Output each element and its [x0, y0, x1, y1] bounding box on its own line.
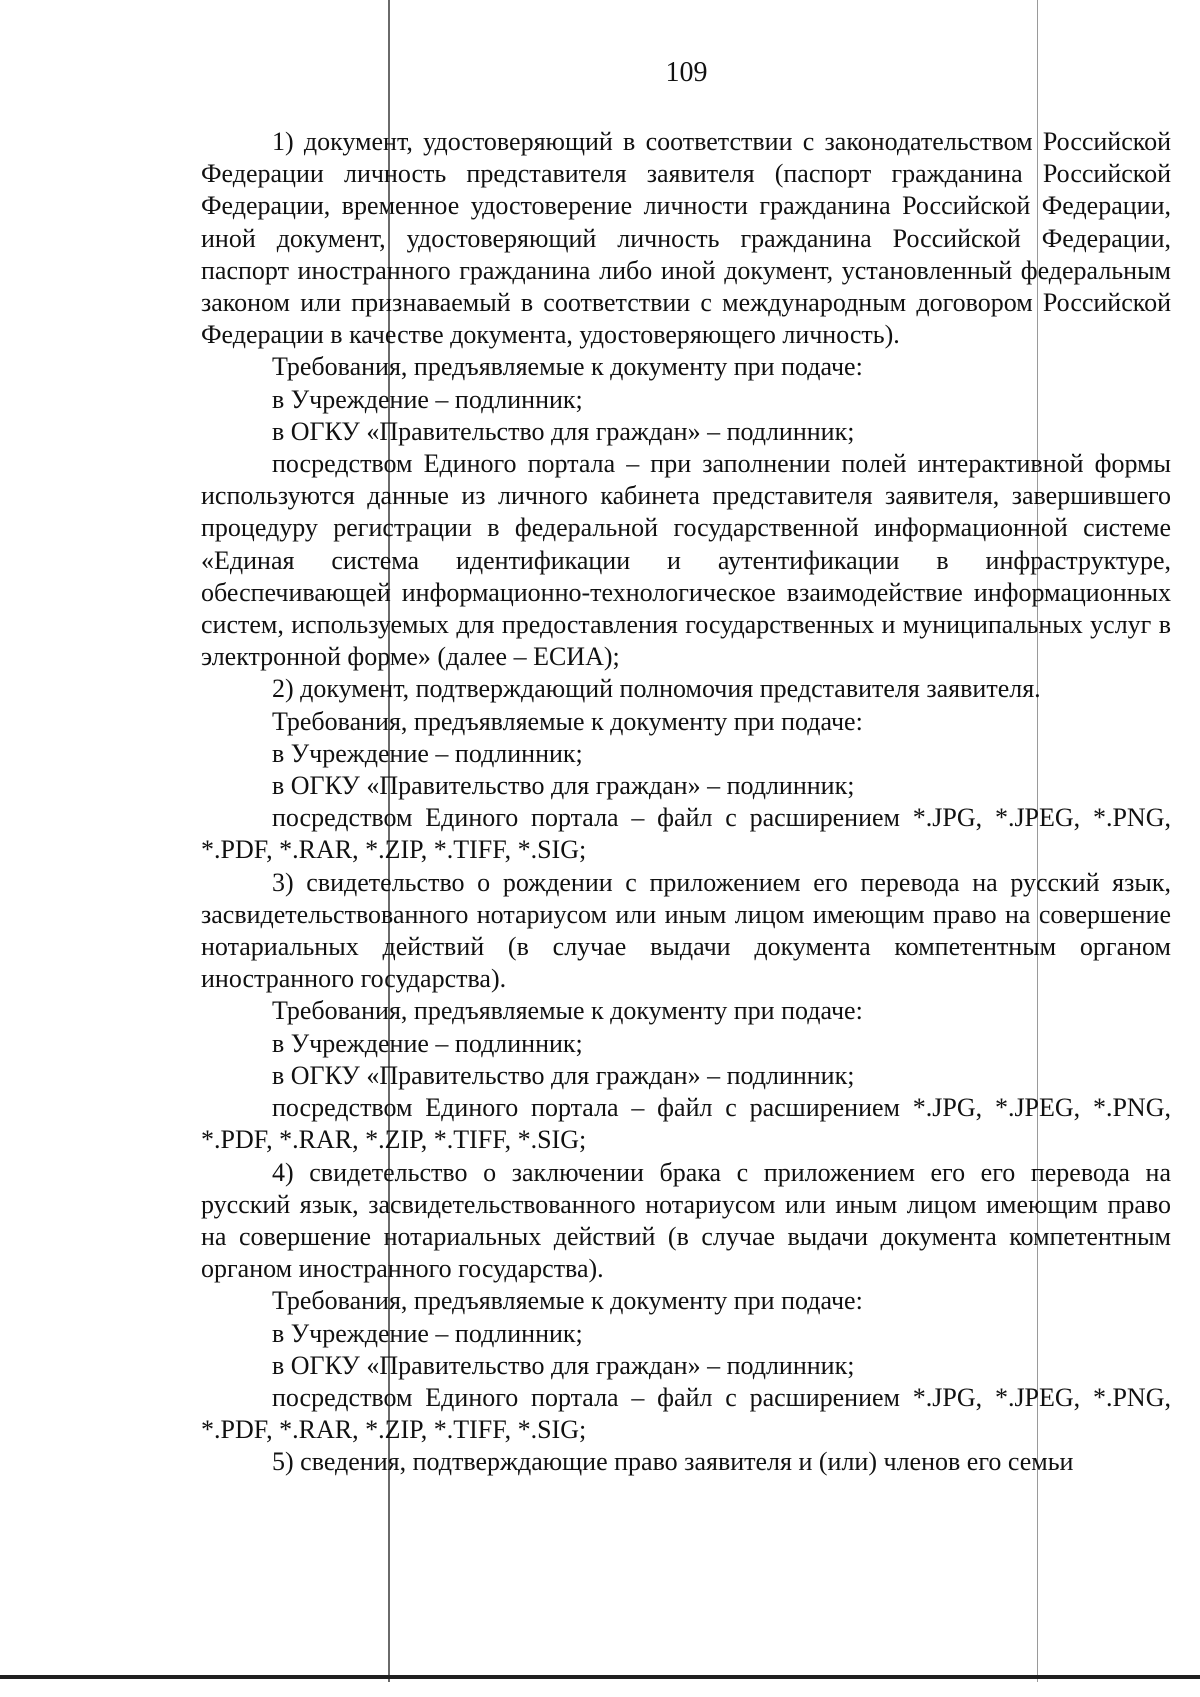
paragraph: Требования, предъявляемые к документу при подаче:	[272, 996, 863, 1026]
paragraph: в ОГКУ «Правительство для граждан» – подлинник;	[272, 771, 855, 801]
document-body	[201, 126, 1171, 1479]
paragraph: посредством Единого портала – файл с расширением *.JPG, *.JPEG, *.PNG, *.PDF, *.RAR, *.ZIP, *.TIFF, *.SIG;	[201, 1093, 1171, 1155]
paragraph: в ОГКУ «Правительство для граждан» – подлинник;	[272, 1060, 855, 1090]
paragraph: в Учреждение – подлинник;	[272, 1318, 583, 1348]
paragraph: Требования, предъявляемые к документу при подаче:	[272, 706, 863, 736]
paragraph: 3) свидетельство о рождении с приложением его перевода на русский язык, засвидетельствованного нотариусом или иным лицом имеющим право на совершение нотариальных действий (в случае выдачи документа компетентным органом иностранного государства).	[201, 867, 1171, 994]
paragraph: в ОГКУ «Правительство для граждан» – подлинник;	[272, 416, 855, 446]
paragraph: в Учреждение – подлинник;	[272, 384, 583, 414]
paragraph: 2) документ, подтверждающий полномочия представителя заявителя.	[272, 674, 1041, 704]
paragraph: Требования, предъявляемые к документу при подаче:	[272, 1286, 863, 1316]
paragraph: посредством Единого портала – при заполнении полей интерактивной формы используются данные из личного кабинета представителя заявителя, завершившего процедуру регистрации в федеральной государственной информационной системе «Единая система идентификации и аутентификации в инфраструктуре, обеспечивающей информационно-технологическое взаимодействие информационных систем, используемых для предоставления государственных и муниципальных услуг в электронной форме» (далее – ЕСИА);	[201, 449, 1171, 672]
paragraph: Требования, предъявляемые к документу при подаче:	[272, 352, 863, 382]
paragraph: в Учреждение – подлинник;	[272, 1028, 583, 1058]
paragraph: 5) сведения, подтверждающие право заявителя и (или) членов его семьи	[272, 1447, 1074, 1477]
page-number: 109	[665, 57, 708, 88]
paragraph: посредством Единого портала – файл с расширением *.JPG, *.JPEG, *.PNG, *.PDF, *.RAR, *.ZIP, *.TIFF, *.SIG;	[201, 1382, 1171, 1445]
paragraph: в ОГКУ «Правительство для граждан» – подлинник;	[272, 1350, 855, 1380]
paragraph: 4) свидетельство о заключении брака с приложением его его перевода на русский язык, засвидетельствованного нотариусом или иным лицом имеющим право на совершение нотариальных действий (в случае выдачи документа компетентным органом иностранного государства).	[201, 1157, 1171, 1284]
scan-artifact-bottom-edge	[0, 1675, 1200, 1679]
paragraph: 1) документ, удостоверяющий в соответствии с законодательством Российской Федерации личность представителя заявителя (паспорт гражданина Российской Федерации, временное удостоверение личности гражданина Российской Федерации, иной документ, удостоверяющий личность гражданина Российской Федерации, паспорт иностранного гражданина либо иной документ, установленный федеральным законом или признаваемый в соответствии с международным договором Российской Федерации в качестве документа, удостоверяющего личность).	[201, 127, 1171, 350]
paragraph: посредством Единого портала – файл с расширением *.JPG, *.JPEG, *.PNG, *.PDF, *.RAR, *.ZIP, *.TIFF, *.SIG;	[201, 803, 1171, 865]
paragraph: в Учреждение – подлинник;	[272, 738, 583, 768]
